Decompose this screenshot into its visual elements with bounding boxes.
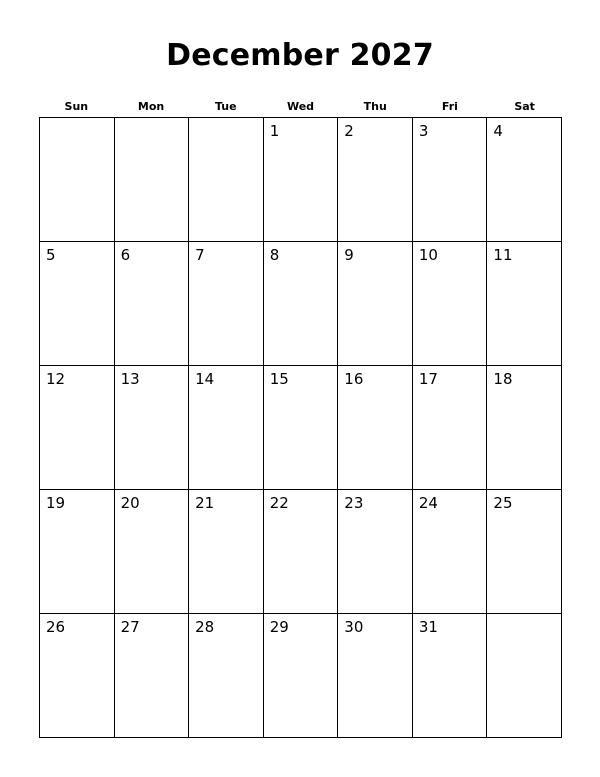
day-number: 8	[269, 246, 280, 264]
day-number: 19	[46, 494, 66, 512]
day-number: 9	[344, 246, 354, 264]
day-cell-25	[487, 490, 562, 614]
day-cell-18	[487, 366, 562, 490]
day-cell-28	[189, 614, 264, 738]
day-number: 10	[418, 246, 438, 264]
day-cell-9	[338, 242, 413, 366]
day-number: 5	[46, 246, 56, 264]
day-number: 24	[418, 494, 438, 512]
day-number: 1	[269, 122, 280, 140]
day-cell-3	[413, 118, 488, 242]
day-number: 12	[46, 370, 66, 388]
day-number: 3	[418, 122, 429, 140]
day-cell-13	[115, 366, 190, 490]
day-cell-1	[264, 118, 339, 242]
day-cell-15	[264, 366, 339, 490]
day-number: 14	[195, 370, 215, 388]
day-cell-23	[338, 490, 413, 614]
day-number: 26	[46, 618, 66, 636]
day-number: 7	[195, 246, 205, 264]
day-number: 4	[493, 122, 503, 140]
day-cell-7	[189, 242, 264, 366]
day-cell-30	[338, 614, 413, 738]
empty-day-cell	[40, 118, 115, 242]
day-number: 30	[344, 618, 364, 636]
day-number: 11	[493, 246, 513, 264]
day-cell-4	[487, 118, 562, 242]
day-number: 20	[120, 494, 140, 512]
day-cell-11	[487, 242, 562, 366]
day-cell-5	[40, 242, 115, 366]
day-number: 16	[344, 370, 364, 388]
day-cell-2	[338, 118, 413, 242]
day-number: 15	[269, 370, 289, 388]
day-cell-6	[115, 242, 190, 366]
day-cell-16	[338, 366, 413, 490]
day-number: 29	[269, 618, 289, 636]
day-number: 25	[493, 494, 513, 512]
day-number: 13	[120, 370, 140, 388]
day-cell-17	[413, 366, 488, 490]
day-number: 23	[344, 494, 364, 512]
day-cell-8	[264, 242, 339, 366]
weekday-tue: Tue	[214, 100, 237, 113]
day-cell-27	[115, 614, 190, 738]
day-cell-22	[264, 490, 339, 614]
day-number: 27	[120, 618, 140, 636]
day-cell-14	[189, 366, 264, 490]
calendar-grid	[39, 117, 562, 738]
day-number: 6	[120, 246, 131, 264]
weekday-mon: Mon	[137, 100, 165, 113]
calendar-title: December 2027	[166, 38, 434, 73]
day-cell-12	[40, 366, 115, 490]
empty-day-cell	[115, 118, 190, 242]
weekday-sun: Sun	[64, 100, 89, 113]
day-cell-24	[413, 490, 488, 614]
day-cell-19	[40, 490, 115, 614]
day-cell-10	[413, 242, 488, 366]
day-cell-31	[413, 614, 488, 738]
empty-day-cell	[189, 118, 264, 242]
weekday-thu: Thu	[363, 100, 387, 113]
weekday-wed: Wed	[286, 100, 315, 113]
day-number: 2	[344, 122, 354, 140]
day-number: 18	[493, 370, 513, 388]
weekday-sat: Sat	[514, 100, 535, 113]
weekday-header-row	[39, 98, 562, 116]
day-number: 22	[269, 494, 289, 512]
day-cell-26	[40, 614, 115, 738]
day-cell-20	[115, 490, 190, 614]
weekday-fri: Fri	[441, 100, 458, 113]
day-cell-29	[264, 614, 339, 738]
day-number: 28	[195, 618, 215, 636]
empty-day-cell	[487, 614, 562, 738]
day-number: 17	[418, 370, 438, 388]
day-cell-21	[189, 490, 264, 614]
day-number: 21	[195, 494, 215, 512]
day-number: 31	[418, 618, 438, 636]
